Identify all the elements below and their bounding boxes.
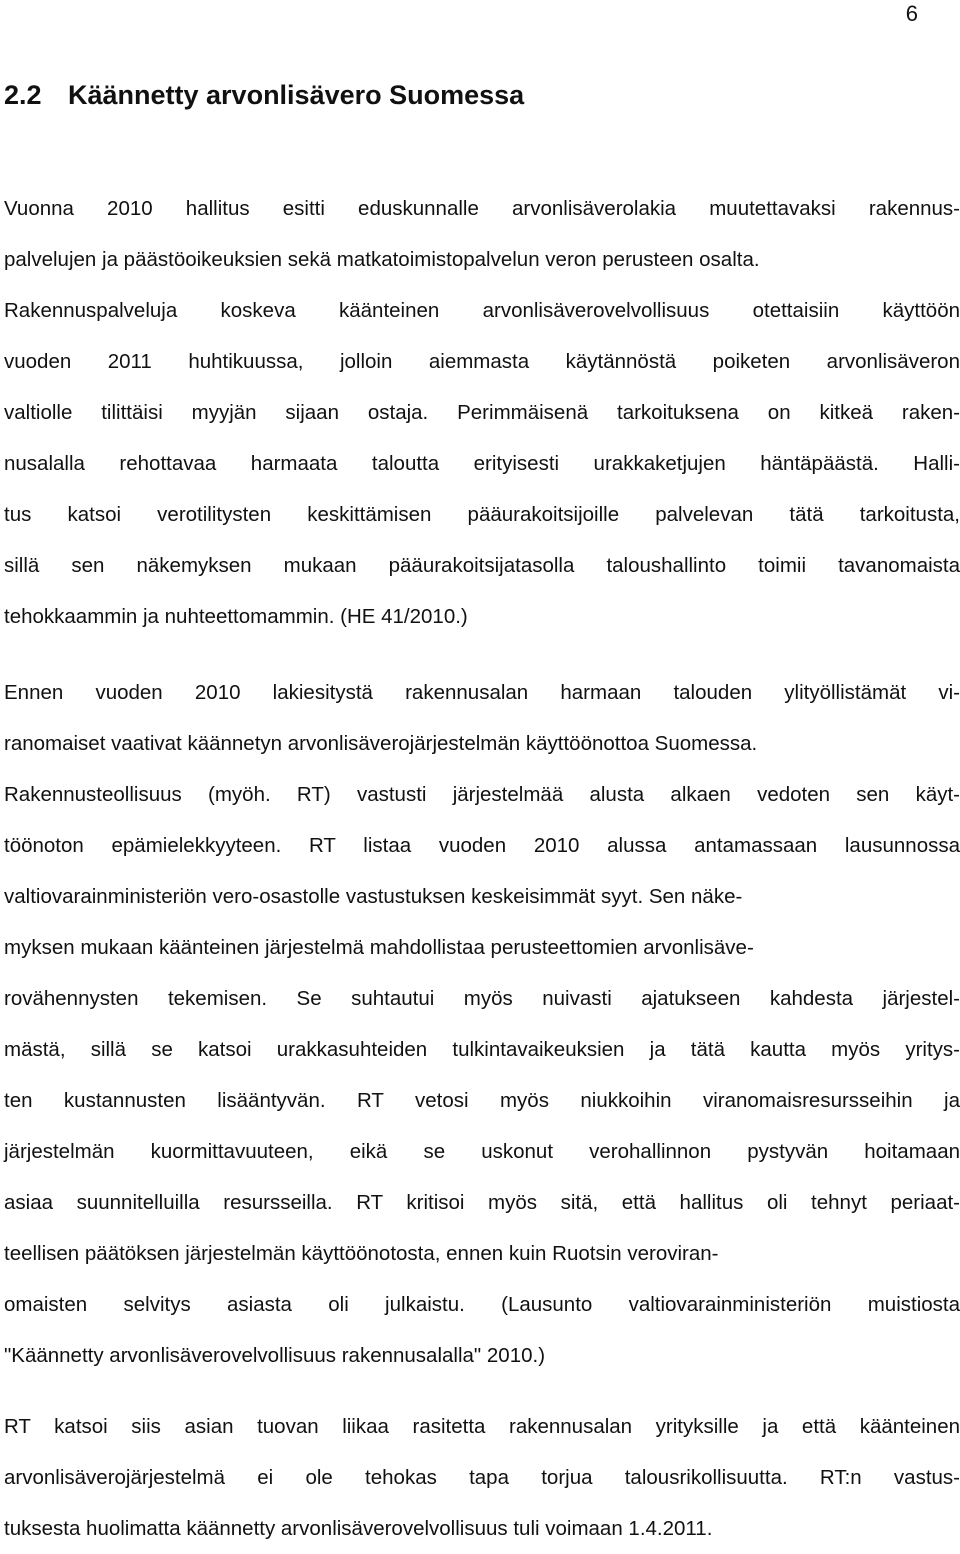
- paragraph-line: tehokkaammin ja nuhteettomammin. (HE 41/2010.): [4, 605, 468, 628]
- paragraph-line: myksen mukaan käänteinen järjestelmä mahdollistaa perusteettomien arvonlisäve-: [4, 936, 754, 959]
- paragraph-3: [4, 1401, 960, 1554]
- paragraph-line: omaisten selvitys asiasta oli julkaistu. (Lausunto valtiovarainministeriön muistiosta: [4, 1293, 960, 1316]
- paragraph-1: [4, 183, 960, 642]
- paragraph-line: "Käännetty arvonlisäverovelvollisuus rakennusalalla" 2010.): [4, 1344, 546, 1367]
- paragraph-line: asiaa suunnitelluilla resursseilla. RT kritisoi myös sitä, että hallitus oli tehnyt periaat-: [4, 1191, 960, 1214]
- paragraph-2: [4, 667, 960, 1381]
- section-heading: [4, 78, 524, 112]
- paragraph-line: vuoden 2011 huhtikuussa, jolloin aiemmasta käytännöstä poiketen arvonlisäveron: [4, 350, 960, 373]
- paragraph-line: Ennen vuoden 2010 lakiesitystä rakennusalan harmaan talouden ylityöllistämät vi-: [4, 681, 960, 704]
- paragraph-line: tus katsoi verotilitysten keskittämisen pääurakoitsijoille palvelevan tätä tarkoitusta,: [4, 503, 960, 526]
- paragraph-line: valtiovarainministeriön vero-osastolle vastustuksen keskeisimmät syyt. Sen näke-: [4, 885, 743, 908]
- section-title: Käännetty arvonlisävero Suomessa: [68, 80, 525, 110]
- paragraph-line: nusalalla rehottavaa harmaata taloutta erityisesti urakkaketjujen häntäpäästä. Halli-: [4, 452, 960, 475]
- paragraph-line: tuksesta huolimatta käännetty arvonlisäverovelvollisuus tuli voimaan 1.4.2011.: [4, 1517, 713, 1540]
- paragraph-line: palvelujen ja päästöoikeuksien sekä matkatoimistopalvelun veron perusteen osalta.: [4, 248, 760, 271]
- paragraph-line: töönoton epämielekkyyteen. RT listaa vuoden 2010 alussa antamassaan lausunnossa: [4, 834, 960, 857]
- paragraph-line: Vuonna 2010 hallitus esitti eduskunnalle arvonlisäverolakia muutettavaksi rakennus-: [4, 197, 960, 220]
- paragraph-line: teellisen päätöksen järjestelmän käyttöönotosta, ennen kuin Ruotsin veroviran-: [4, 1242, 719, 1265]
- paragraph-line: ten kustannusten lisääntyvän. RT vetosi myös niukkoihin viranomaisresursseihin ja: [4, 1089, 960, 1112]
- paragraph-line: Rakennusteollisuus (myöh. RT) vastusti järjestelmää alusta alkaen vedoten sen käyt-: [4, 783, 960, 806]
- paragraph-line: ranomaiset vaativat käännetyn arvonlisäverojärjestelmän käyttöönottoa Suomessa.: [4, 732, 758, 755]
- section-number: 2.2: [4, 80, 42, 110]
- paragraph-line: Rakennuspalveluja koskeva käänteinen arvonlisäverovelvollisuus otettaisiin käyttöön: [4, 299, 960, 322]
- paragraph-line: rovähennysten tekemisen. Se suhtautui myös nuivasti ajatukseen kahdesta järjestel-: [4, 987, 960, 1010]
- paragraph-line: valtiolle tilittäisi myyjän sijaan ostaja. Perimmäisenä tarkoituksena on kitkeä raken-: [4, 401, 960, 424]
- paragraph-line: mästä, sillä se katsoi urakkasuhteiden tulkintavaikeuksien ja tätä kautta myös yritys-: [4, 1038, 960, 1061]
- paragraph-line: RT katsoi siis asian tuovan liikaa rasitetta rakennusalan yrityksille ja että käänteinen: [4, 1415, 960, 1438]
- paragraph-line: sillä sen näkemyksen mukaan pääurakoitsijatasolla taloushallinto toimii tavanomaista: [4, 554, 960, 577]
- paragraph-line: järjestelmän kuormittavuuteen, eikä se uskonut verohallinnon pystyvän hoitamaan: [4, 1140, 960, 1163]
- paragraph-line: arvonlisäverojärjestelmä ei ole tehokas tapa torjua talousrikollisuutta. RT:n vastus-: [4, 1466, 960, 1489]
- page-number: 6: [905, 1, 918, 26]
